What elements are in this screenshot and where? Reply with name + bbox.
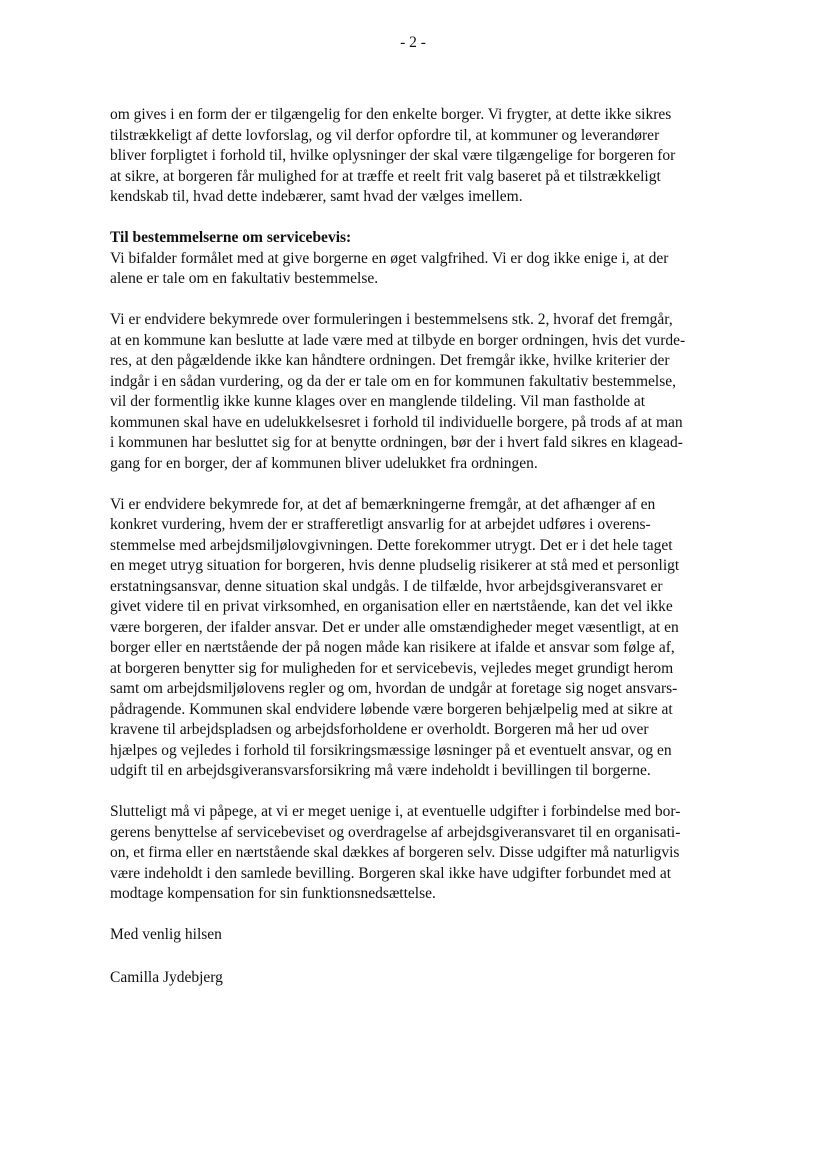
text-line: udgift til en arbejdsgiveransvarsforsikring må være indeholdt i bevillingen til borgerne. <box>110 762 651 779</box>
text-line: at sikre, at borgeren får mulighed for at træffe et reelt frit valg baseret på et tilstrækkeligt <box>110 167 661 185</box>
text-line: res, at den pågældende ikke kan håndtere ordningen. Det fremgår ikke, hvilke kriterier der <box>110 352 670 369</box>
text-line: kommunen skal have en udelukkelsesret i forhold til individuelle borgere, på trods af at man <box>110 413 683 431</box>
text-line: tilstrækkeligt af dette lovforslag, og vil derfor opfordre til, at kommuner og leverandører <box>110 126 660 144</box>
text-line: erstatningsansvar, denne situation skal undgås. I de tilfælde, hvor arbejdsgiveransvaret er <box>110 577 663 595</box>
text-line: gang for en borger, der af kommunen bliver udelukket fra ordningen. <box>110 454 538 472</box>
paragraph-intro-continuation <box>110 105 730 208</box>
text-line: gerens benyttelse af servicebeviset og overdragelse af arbejdsgiveransvaret til en organisati- <box>110 823 681 841</box>
text-line: en meget utryg situation for borgeren, hvis denne pludselig risikerer at stå med et personligt <box>110 557 680 574</box>
text-line: alene er tale om en fakultativ bestemmelse. <box>110 270 379 287</box>
text-line: on, et firma eller en nærtstående skal dækkes af borgeren selv. Disse udgifter må naturligvis <box>110 844 680 861</box>
text-line: bliver forpligtet i forhold til, hvilke oplysninger der skal være tilgængelige for borgeren for <box>110 147 676 164</box>
paragraph-liability-concern <box>110 495 730 782</box>
text-line: Vi er endvidere bekymrede for, at det af bemærkningerne fremgår, at det afhænger af en <box>110 495 656 513</box>
letter-body <box>110 105 730 988</box>
text-line: være indeholdt i den samlede bevilling. Borgeren skal ikke have udgifter forbundet med at <box>110 864 672 882</box>
text-line: Vi er endvidere bekymrede over formuleringen i bestemmelsens stk. 2, hvoraf det fremgår, <box>110 311 673 328</box>
section-heading: Til bestemmelserne om servicebevis: <box>110 229 352 246</box>
text-line: indgår i en sådan vurdering, og da der er tale om en for kommunen fakultativ bestemmelse, <box>110 372 676 390</box>
text-line: Vi bifalder formålet med at give borgerne en øget valgfrihed. Vi er dog ikke enige i, at der <box>110 249 669 267</box>
paragraph-stk2-concern <box>110 310 730 474</box>
text-line: at en kommune kan beslutte at lade være med at tilbyde en borger ordningen, hvis det vurde- <box>110 331 686 349</box>
text-line: stemmelse med arbejdsmiljølovgivningen. Dette forekommer utrygt. Det er i det hele taget <box>110 536 673 554</box>
signature-name: Camilla Jydebjerg <box>110 968 223 986</box>
text-line: givet videre til en privat virksomhed, en organisation eller en nærtstående, kan det vel ikke <box>110 598 673 615</box>
paragraph-costs-concern <box>110 802 730 905</box>
text-line: modtage kompensation for sin funktionsnedsættelse. <box>110 885 436 902</box>
text-line: kendskab til, hvad dette indebærer, samt hvad der vælges imellem. <box>110 188 523 205</box>
text-line: om gives i en form der er tilgængelig for den enkelte borger. Vi frygter, at dette ikke sikres <box>110 106 672 123</box>
text-line: være borgeren, der ifalder ansvar. Det er under alle omstændigheder meget væsentligt, at en <box>110 618 679 636</box>
closing-salutation: Med venlig hilsen <box>110 926 222 943</box>
text-line: Slutteligt må vi påpege, at vi er meget uenige i, at eventuelle udgifter i forbindelse med bor- <box>110 803 681 820</box>
text-line: samt om arbejdsmiljølovens regler og om, hvordan de undgår at foretage sig noget ansvars- <box>110 680 678 697</box>
text-line: at borgeren benytter sig for muligheden for et servicebevis, vejledes meget grundigt herom <box>110 659 674 677</box>
text-line: konkret vurdering, hvem der er strafferetligt ansvarlig for at arbejdet udføres i overens- <box>110 516 651 533</box>
text-line: kravene til arbejdspladsen og arbejdsforholdene er overholdt. Borgeren må her ud over <box>110 721 649 738</box>
text-line: pådragende. Kommunen skal endvidere løbende være borgeren behjælpelig med at sikre at <box>110 700 673 718</box>
text-line: hjælpes og vejledes i forhold til forsikringsmæssige løsninger på et eventuelt ansvar, og en <box>110 741 672 759</box>
page-number: - 2 - <box>400 34 426 51</box>
text-line: borger eller en nærtstående der på nogen måde kan risikere at ifalde et ansvar som følge af, <box>110 639 675 656</box>
text-line: vil der formentlig ikke kunne klages over en manglende tildeling. Vil man fastholde at <box>110 393 646 410</box>
paragraph-servicebevis <box>110 228 730 290</box>
text-line: i kommunen har besluttet sig for at benytte ordningen, bør der i hvert fald sikres en klagead- <box>110 434 683 451</box>
